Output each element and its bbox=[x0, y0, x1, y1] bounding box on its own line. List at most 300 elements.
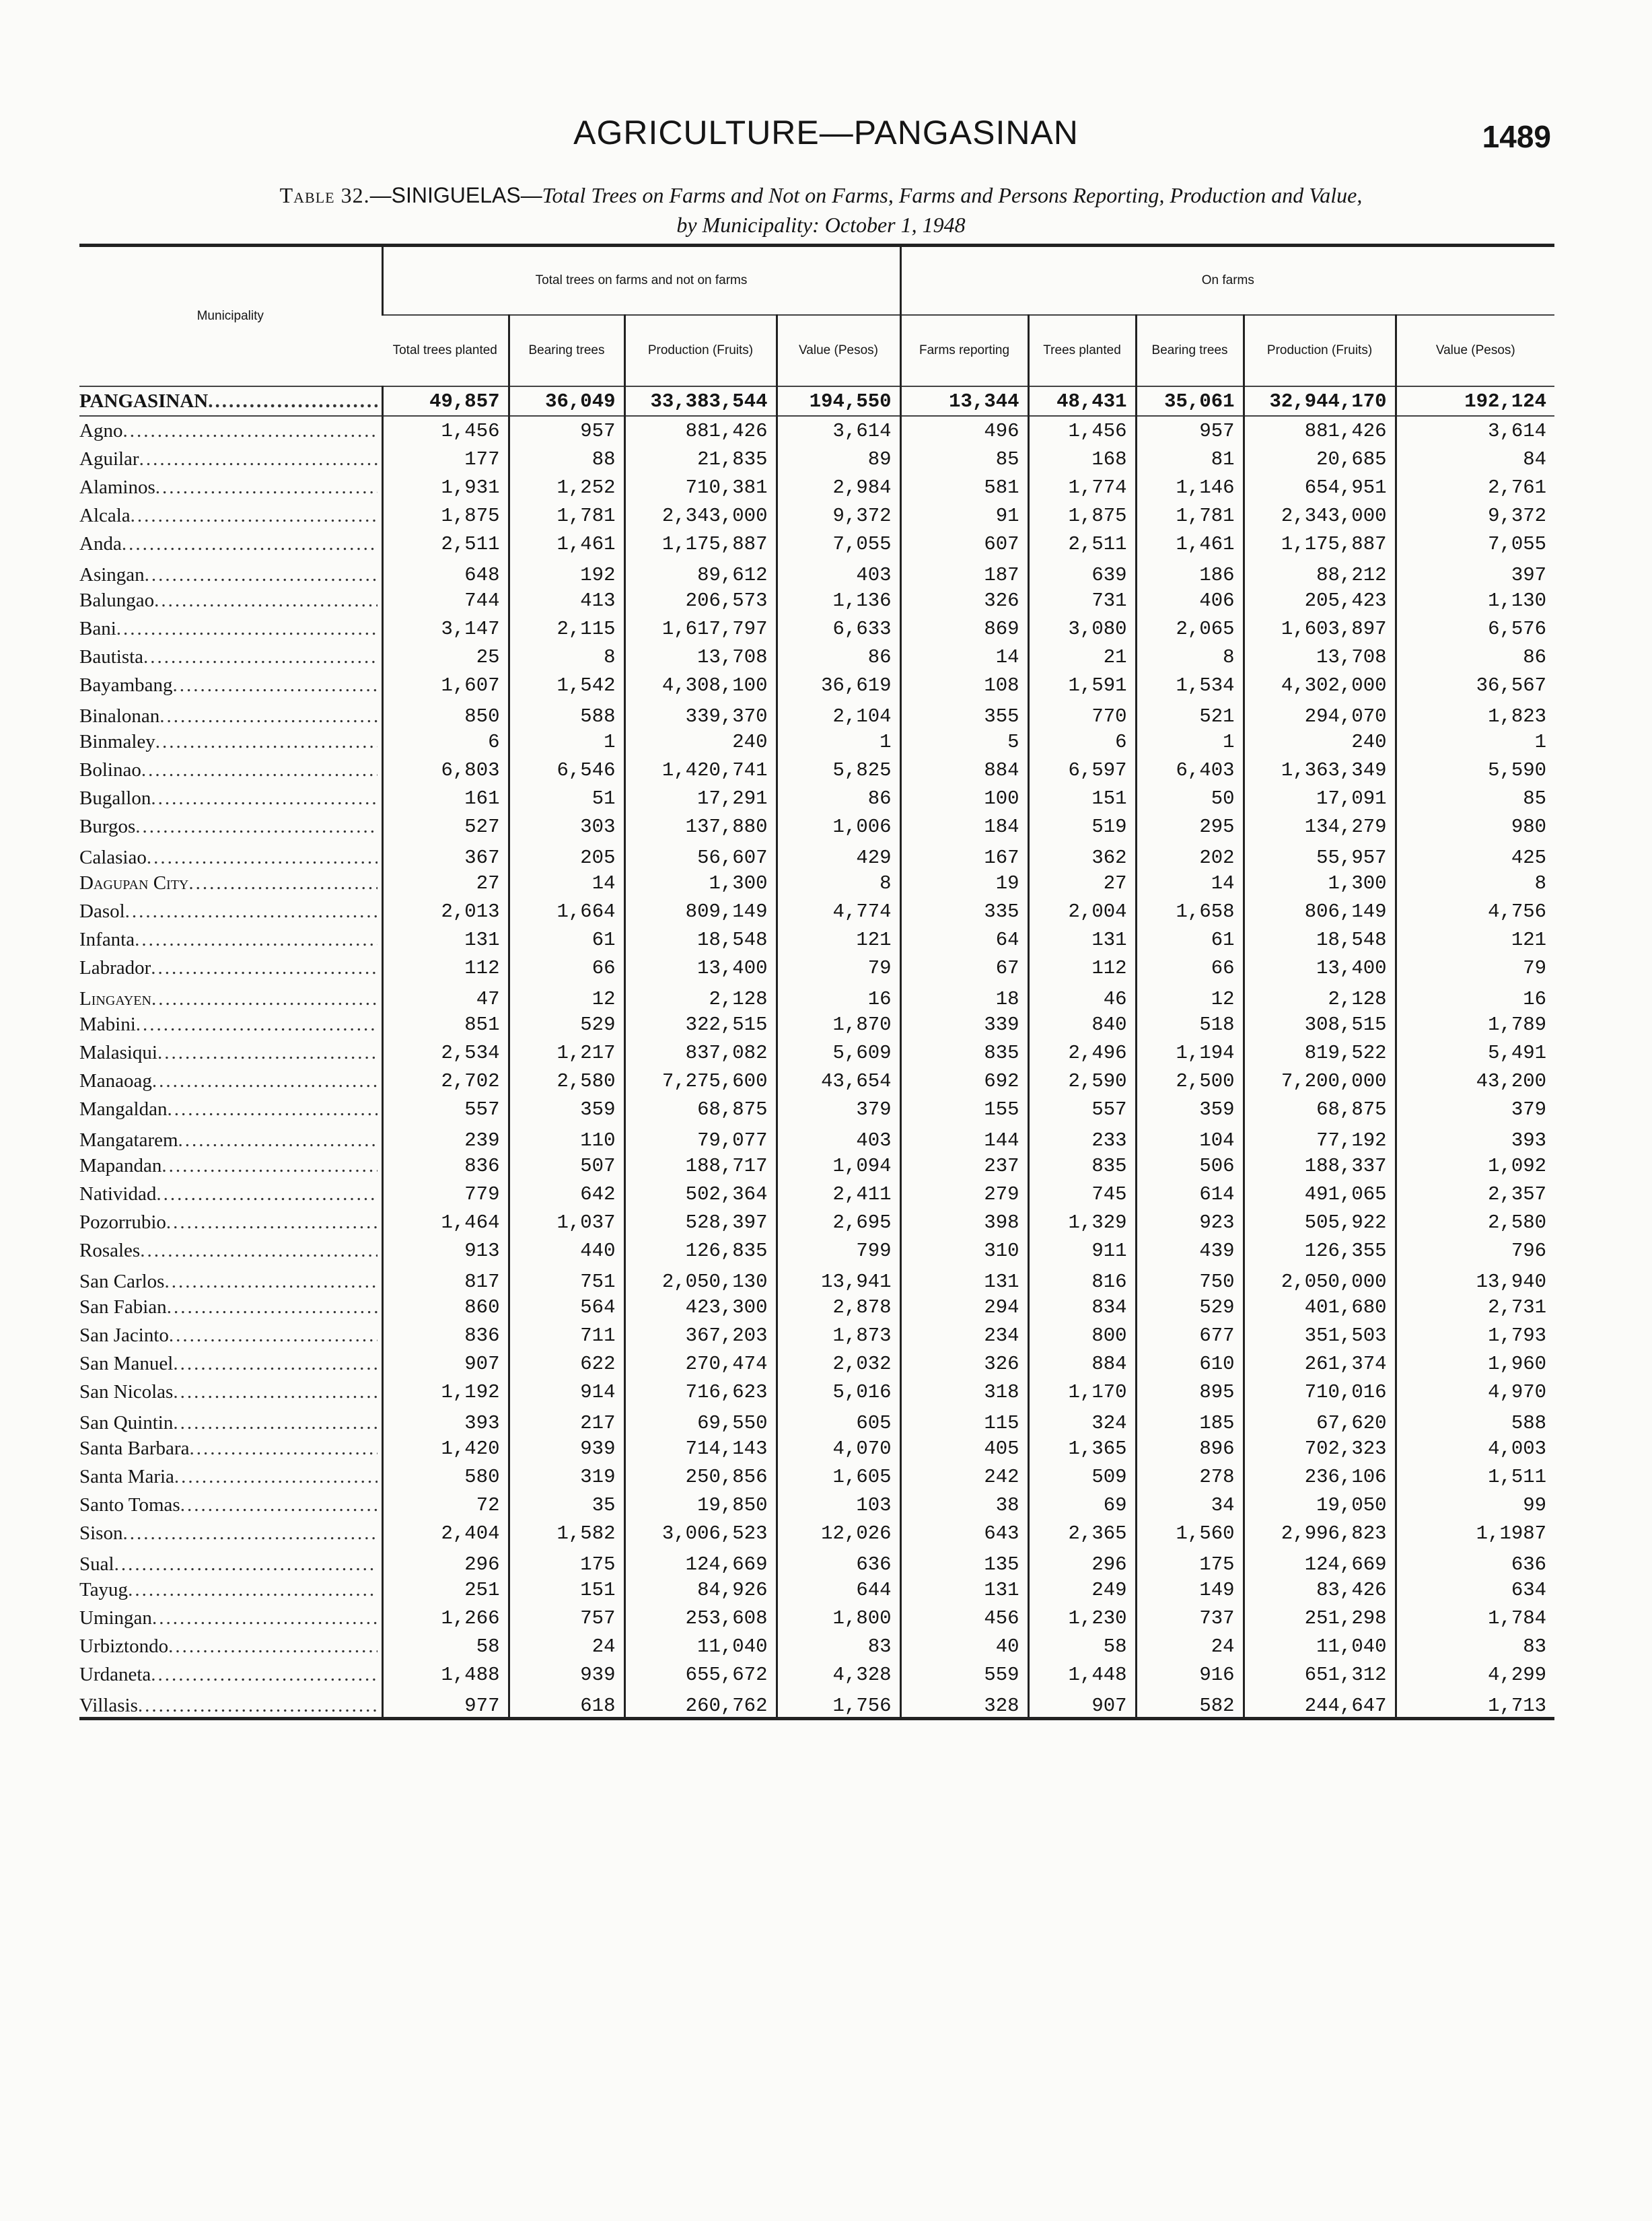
municipality-cell bbox=[79, 1067, 382, 1095]
value-cell: 188,337 bbox=[1244, 1152, 1396, 1180]
value-cell: 1,175,887 bbox=[624, 530, 777, 558]
value-cell: 79 bbox=[777, 954, 900, 982]
value-cell: 614 bbox=[1136, 1180, 1244, 1208]
leader-dots bbox=[164, 1271, 377, 1293]
col-header: Production (Fruits) bbox=[1244, 315, 1396, 386]
value-cell: 2,511 bbox=[1028, 530, 1136, 558]
value-cell: 11,040 bbox=[1244, 1632, 1396, 1660]
value-cell: 1,664 bbox=[509, 897, 624, 925]
value-cell: 405 bbox=[900, 1434, 1028, 1462]
leader-dots bbox=[151, 988, 378, 1010]
municipality-cell bbox=[79, 1689, 382, 1719]
value-cell: 2,343,000 bbox=[1244, 501, 1396, 530]
value-cell: 108 bbox=[900, 671, 1028, 699]
value-cell: 1,266 bbox=[382, 1604, 509, 1632]
value-cell: 121 bbox=[1396, 925, 1554, 954]
value-cell: 907 bbox=[1028, 1689, 1136, 1719]
leader-dots bbox=[155, 477, 378, 499]
municipality-cell bbox=[79, 925, 382, 954]
municipality-name: Malasiqui bbox=[79, 1041, 157, 1063]
municipality-cell bbox=[79, 473, 382, 501]
value-cell: 46 bbox=[1028, 982, 1136, 1010]
value-cell: 251,298 bbox=[1244, 1604, 1396, 1632]
value-cell: 6,546 bbox=[509, 756, 624, 784]
value-cell: 5,590 bbox=[1396, 756, 1554, 784]
caption-line-2: by Municipality: October 1, 1948 bbox=[676, 213, 966, 237]
value-cell: 817 bbox=[382, 1265, 509, 1293]
value-cell: 816 bbox=[1028, 1265, 1136, 1293]
value-cell: 1,488 bbox=[382, 1660, 509, 1689]
value-cell: 1,713 bbox=[1396, 1689, 1554, 1719]
leader-dots bbox=[157, 1042, 378, 1064]
municipality-name: Alcala bbox=[79, 504, 131, 526]
municipality-name: Burgos bbox=[79, 815, 136, 837]
leader-dots bbox=[138, 1695, 378, 1717]
municipality-name: Binmaley bbox=[79, 730, 155, 752]
value-cell: 296 bbox=[1028, 1547, 1136, 1576]
value-cell: 13,708 bbox=[624, 643, 777, 671]
value-cell: 957 bbox=[509, 416, 624, 445]
value-cell: 294,070 bbox=[1244, 699, 1396, 728]
municipality-cell bbox=[79, 501, 382, 530]
value-cell: 907 bbox=[382, 1349, 509, 1378]
value-cell: 151 bbox=[1028, 784, 1136, 812]
leader-dots bbox=[189, 1438, 377, 1460]
value-cell: 745 bbox=[1028, 1180, 1136, 1208]
value-cell: 7,055 bbox=[777, 530, 900, 558]
value-cell: 81 bbox=[1136, 445, 1244, 473]
value-cell: 85 bbox=[1396, 784, 1554, 812]
value-cell: 47 bbox=[382, 982, 509, 1010]
leader-dots bbox=[143, 646, 377, 668]
value-cell: 69 bbox=[1028, 1491, 1136, 1519]
value-cell: 643 bbox=[900, 1519, 1028, 1547]
value-cell: 1,175,887 bbox=[1244, 530, 1396, 558]
value-cell: 239 bbox=[382, 1123, 509, 1152]
value-cell: 939 bbox=[509, 1660, 624, 1689]
municipality-header: Municipality bbox=[79, 246, 382, 387]
value-cell: 67,620 bbox=[1244, 1406, 1396, 1434]
value-cell: 1,230 bbox=[1028, 1604, 1136, 1632]
col-header: Bearing trees bbox=[1136, 315, 1244, 386]
value-cell: 251 bbox=[382, 1576, 509, 1604]
value-cell: 884 bbox=[900, 756, 1028, 784]
municipality-cell bbox=[79, 558, 382, 586]
value-cell: 242 bbox=[900, 1462, 1028, 1491]
value-cell: 278 bbox=[1136, 1462, 1244, 1491]
table-row bbox=[79, 416, 1554, 445]
value-cell: 100 bbox=[900, 784, 1028, 812]
value-cell: 13,344 bbox=[900, 386, 1028, 416]
value-cell: 339 bbox=[900, 1010, 1028, 1038]
value-cell: 2,496 bbox=[1028, 1038, 1136, 1067]
value-cell: 126,835 bbox=[624, 1236, 777, 1265]
col-header: Value (Pesos) bbox=[1396, 315, 1554, 386]
value-cell: 99 bbox=[1396, 1491, 1554, 1519]
municipality-name: Alaminos bbox=[79, 476, 155, 498]
municipality-name: PANGASINAN bbox=[79, 390, 209, 412]
value-cell: 35,061 bbox=[1136, 386, 1244, 416]
value-cell: 48,431 bbox=[1028, 386, 1136, 416]
municipality-cell bbox=[79, 954, 382, 982]
value-cell: 144 bbox=[900, 1123, 1028, 1152]
value-cell: 14 bbox=[900, 643, 1028, 671]
value-cell: 83 bbox=[1396, 1632, 1554, 1660]
value-cell: 131 bbox=[1028, 925, 1136, 954]
value-cell: 379 bbox=[777, 1095, 900, 1123]
value-cell: 58 bbox=[382, 1632, 509, 1660]
col-header: Farms reporting bbox=[900, 315, 1028, 386]
value-cell: 751 bbox=[509, 1265, 624, 1293]
value-cell: 2,013 bbox=[382, 897, 509, 925]
value-cell: 2,128 bbox=[624, 982, 777, 1010]
value-cell: 14 bbox=[509, 869, 624, 897]
value-cell: 33,383,544 bbox=[624, 386, 777, 416]
value-cell: 651,312 bbox=[1244, 1660, 1396, 1689]
value-cell: 167 bbox=[900, 841, 1028, 869]
value-cell: 13,941 bbox=[777, 1265, 900, 1293]
table-row bbox=[79, 1491, 1554, 1519]
leader-dots bbox=[152, 1070, 378, 1092]
value-cell: 126,355 bbox=[1244, 1236, 1396, 1265]
value-cell: 1,560 bbox=[1136, 1519, 1244, 1547]
siniguelas-table bbox=[79, 244, 1554, 1720]
value-cell: 507 bbox=[509, 1152, 624, 1180]
value-cell: 588 bbox=[509, 699, 624, 728]
value-cell: 502,364 bbox=[624, 1180, 777, 1208]
value-cell: 88 bbox=[509, 445, 624, 473]
value-cell: 27 bbox=[382, 869, 509, 897]
municipality-cell bbox=[79, 445, 382, 473]
value-cell: 654,951 bbox=[1244, 473, 1396, 501]
municipality-name: San Jacinto bbox=[79, 1324, 169, 1346]
value-cell: 1,192 bbox=[382, 1378, 509, 1406]
value-cell: 250,856 bbox=[624, 1462, 777, 1491]
value-cell: 580 bbox=[382, 1462, 509, 1491]
value-cell: 38 bbox=[900, 1491, 1028, 1519]
value-cell: 89,612 bbox=[624, 558, 777, 586]
value-cell: 1,092 bbox=[1396, 1152, 1554, 1180]
municipality-cell bbox=[79, 699, 382, 728]
value-cell: 7,200,000 bbox=[1244, 1067, 1396, 1095]
municipality-cell bbox=[79, 1434, 382, 1462]
value-cell: 6,597 bbox=[1028, 756, 1136, 784]
value-cell: 35 bbox=[509, 1491, 624, 1519]
table-row bbox=[79, 1576, 1554, 1604]
value-cell: 20,685 bbox=[1244, 445, 1396, 473]
value-cell: 359 bbox=[509, 1095, 624, 1123]
municipality-name: Natividad bbox=[79, 1183, 157, 1205]
table-row bbox=[79, 1378, 1554, 1406]
value-cell: 27 bbox=[1028, 869, 1136, 897]
value-cell: 56,607 bbox=[624, 841, 777, 869]
value-cell: 185 bbox=[1136, 1406, 1244, 1434]
municipality-name: Mangaldan bbox=[79, 1098, 168, 1120]
leader-dots bbox=[173, 1353, 377, 1375]
value-cell: 491,065 bbox=[1244, 1180, 1396, 1208]
value-cell: 192,124 bbox=[1396, 386, 1554, 416]
table-row bbox=[79, 954, 1554, 982]
leader-dots bbox=[147, 847, 378, 869]
municipality-name: Bugallon bbox=[79, 787, 151, 809]
value-cell: 518 bbox=[1136, 1010, 1244, 1038]
value-cell: 2,004 bbox=[1028, 897, 1136, 925]
value-cell: 393 bbox=[382, 1406, 509, 1434]
value-cell: 957 bbox=[1136, 416, 1244, 445]
value-cell: 1,658 bbox=[1136, 897, 1244, 925]
value-cell: 6,633 bbox=[777, 614, 900, 643]
value-cell: 588 bbox=[1396, 1406, 1554, 1434]
leader-dots bbox=[135, 929, 377, 951]
value-cell: 339,370 bbox=[624, 699, 777, 728]
leader-dots bbox=[180, 1494, 378, 1516]
value-cell: 834 bbox=[1028, 1293, 1136, 1321]
value-cell: 177 bbox=[382, 445, 509, 473]
value-cell: 86 bbox=[777, 643, 900, 671]
table-row bbox=[79, 1293, 1554, 1321]
value-cell: 800 bbox=[1028, 1321, 1136, 1349]
value-cell: 5,825 bbox=[777, 756, 900, 784]
value-cell: 1,461 bbox=[1136, 530, 1244, 558]
leader-dots bbox=[156, 1183, 377, 1205]
table-row bbox=[79, 1152, 1554, 1180]
value-cell: 16 bbox=[1396, 982, 1554, 1010]
value-cell: 557 bbox=[1028, 1095, 1136, 1123]
municipality-name: Agno bbox=[79, 419, 123, 442]
leader-dots bbox=[152, 1607, 378, 1629]
value-cell: 1,789 bbox=[1396, 1010, 1554, 1038]
value-cell: 149 bbox=[1136, 1576, 1244, 1604]
value-cell: 1,542 bbox=[509, 671, 624, 699]
value-cell: 69,550 bbox=[624, 1406, 777, 1434]
leader-dots bbox=[122, 1522, 377, 1545]
value-cell: 644 bbox=[777, 1576, 900, 1604]
value-cell: 911 bbox=[1028, 1236, 1136, 1265]
table-row bbox=[79, 1604, 1554, 1632]
value-cell: 84,926 bbox=[624, 1576, 777, 1604]
value-cell: 3,006,523 bbox=[624, 1519, 777, 1547]
municipality-name: Umingan bbox=[79, 1607, 152, 1629]
municipality-cell bbox=[79, 1152, 382, 1180]
value-cell: 636 bbox=[777, 1547, 900, 1576]
value-cell: 131 bbox=[382, 925, 509, 954]
value-cell: 2,511 bbox=[382, 530, 509, 558]
col-header: Value (Pesos) bbox=[777, 315, 900, 386]
value-cell: 1,605 bbox=[777, 1462, 900, 1491]
municipality-name: Urbiztondo bbox=[79, 1635, 169, 1657]
municipality-cell bbox=[79, 784, 382, 812]
table-row bbox=[79, 1236, 1554, 1265]
municipality-cell bbox=[79, 1123, 382, 1152]
value-cell: 295 bbox=[1136, 812, 1244, 841]
value-cell: 326 bbox=[900, 1349, 1028, 1378]
table-row bbox=[79, 671, 1554, 699]
value-cell: 799 bbox=[777, 1236, 900, 1265]
value-cell: 1,300 bbox=[624, 869, 777, 897]
value-cell: 67 bbox=[900, 954, 1028, 982]
value-cell: 303 bbox=[509, 812, 624, 841]
value-cell: 527 bbox=[382, 812, 509, 841]
leader-dots bbox=[168, 1635, 377, 1658]
municipality-name: Santo Tomas bbox=[79, 1493, 180, 1516]
value-cell: 2,878 bbox=[777, 1293, 900, 1321]
value-cell: 2,731 bbox=[1396, 1293, 1554, 1321]
value-cell: 279 bbox=[900, 1180, 1028, 1208]
table-row bbox=[79, 473, 1554, 501]
value-cell: 425 bbox=[1396, 841, 1554, 869]
value-cell: 1,461 bbox=[509, 530, 624, 558]
municipality-name: Anda bbox=[79, 532, 122, 555]
municipality-cell bbox=[79, 386, 382, 416]
municipality-cell bbox=[79, 1491, 382, 1519]
municipality-cell bbox=[79, 1349, 382, 1378]
table-row bbox=[79, 812, 1554, 841]
value-cell: 496 bbox=[900, 416, 1028, 445]
value-cell: 2,050,000 bbox=[1244, 1265, 1396, 1293]
value-cell: 1,194 bbox=[1136, 1038, 1244, 1067]
table-row bbox=[79, 586, 1554, 614]
leader-dots bbox=[151, 1664, 377, 1686]
value-cell: 1,146 bbox=[1136, 473, 1244, 501]
municipality-cell bbox=[79, 416, 382, 445]
leader-dots bbox=[125, 901, 378, 923]
value-cell: 521 bbox=[1136, 699, 1244, 728]
table-row bbox=[79, 897, 1554, 925]
value-cell: 168 bbox=[1028, 445, 1136, 473]
value-cell: 68,875 bbox=[624, 1095, 777, 1123]
value-cell: 413 bbox=[509, 586, 624, 614]
municipality-cell bbox=[79, 1519, 382, 1547]
value-cell: 1,365 bbox=[1028, 1434, 1136, 1462]
value-cell: 270,474 bbox=[624, 1349, 777, 1378]
value-cell: 131 bbox=[900, 1265, 1028, 1293]
value-cell: 1,252 bbox=[509, 473, 624, 501]
value-cell: 5,491 bbox=[1396, 1038, 1554, 1067]
municipality-cell bbox=[79, 1660, 382, 1689]
value-cell: 135 bbox=[900, 1547, 1028, 1576]
value-cell: 2,590 bbox=[1028, 1067, 1136, 1095]
value-cell: 5,016 bbox=[777, 1378, 900, 1406]
value-cell: 1 bbox=[1396, 728, 1554, 756]
municipality-name: Mabini bbox=[79, 1013, 136, 1035]
municipality-cell bbox=[79, 1293, 382, 1321]
value-cell: 881,426 bbox=[1244, 416, 1396, 445]
municipality-name: San Manuel bbox=[79, 1352, 174, 1374]
municipality-name: Bolinao bbox=[79, 759, 141, 781]
municipality-name: Infanta bbox=[79, 928, 135, 950]
leader-dots bbox=[159, 705, 377, 728]
leader-dots bbox=[141, 759, 378, 781]
value-cell: 714,143 bbox=[624, 1434, 777, 1462]
value-cell: 43,654 bbox=[777, 1067, 900, 1095]
value-cell: 234 bbox=[900, 1321, 1028, 1349]
value-cell: 634 bbox=[1396, 1576, 1554, 1604]
value-cell: 14 bbox=[1136, 869, 1244, 897]
table-row bbox=[79, 1660, 1554, 1689]
value-cell: 835 bbox=[1028, 1152, 1136, 1180]
municipality-cell bbox=[79, 869, 382, 897]
value-cell: 6 bbox=[1028, 728, 1136, 756]
value-cell: 110 bbox=[509, 1123, 624, 1152]
value-cell: 2,534 bbox=[382, 1038, 509, 1067]
table-row bbox=[79, 1406, 1554, 1434]
value-cell: 175 bbox=[1136, 1547, 1244, 1576]
table-row bbox=[79, 784, 1554, 812]
value-cell: 3,080 bbox=[1028, 614, 1136, 643]
value-cell: 194,550 bbox=[777, 386, 900, 416]
value-cell: 367 bbox=[382, 841, 509, 869]
value-cell: 1,534 bbox=[1136, 671, 1244, 699]
value-cell: 318 bbox=[900, 1378, 1028, 1406]
table-body bbox=[79, 386, 1554, 1719]
value-cell: 1,1987 bbox=[1396, 1519, 1554, 1547]
value-cell: 1,756 bbox=[777, 1689, 900, 1719]
municipality-name: Dagupan City bbox=[79, 872, 189, 894]
value-cell: 914 bbox=[509, 1378, 624, 1406]
value-cell: 202 bbox=[1136, 841, 1244, 869]
municipality-name: San Fabian bbox=[79, 1296, 167, 1318]
value-cell: 884 bbox=[1028, 1349, 1136, 1378]
value-cell: 115 bbox=[900, 1406, 1028, 1434]
leader-dots bbox=[166, 1211, 378, 1234]
table-label: Table 32. bbox=[279, 183, 370, 207]
leader-dots bbox=[155, 731, 378, 753]
value-cell: 429 bbox=[777, 841, 900, 869]
value-cell: 17,091 bbox=[1244, 784, 1396, 812]
value-cell: 1,870 bbox=[777, 1010, 900, 1038]
value-cell: 55,957 bbox=[1244, 841, 1396, 869]
col-header: Trees planted bbox=[1028, 315, 1136, 386]
value-cell: 155 bbox=[900, 1095, 1028, 1123]
leader-dots bbox=[122, 420, 377, 442]
value-cell: 16 bbox=[777, 982, 900, 1010]
value-cell: 24 bbox=[1136, 1632, 1244, 1660]
leader-dots bbox=[122, 533, 378, 555]
value-cell: 2,761 bbox=[1396, 473, 1554, 501]
value-cell: 605 bbox=[777, 1406, 900, 1434]
table-row bbox=[79, 1632, 1554, 1660]
value-cell: 253,608 bbox=[624, 1604, 777, 1632]
value-cell: 4,003 bbox=[1396, 1434, 1554, 1462]
value-cell: 2,065 bbox=[1136, 614, 1244, 643]
col-header: Total trees planted bbox=[382, 315, 509, 386]
value-cell: 9,372 bbox=[777, 501, 900, 530]
municipality-name: Asingan bbox=[79, 564, 145, 586]
value-cell: 91 bbox=[900, 501, 1028, 530]
value-cell: 1,456 bbox=[1028, 416, 1136, 445]
table-row bbox=[79, 614, 1554, 643]
table-row bbox=[79, 1434, 1554, 1462]
value-cell: 36,049 bbox=[509, 386, 624, 416]
table-row bbox=[79, 530, 1554, 558]
value-cell: 506 bbox=[1136, 1152, 1244, 1180]
municipality-name: Santa Maria bbox=[79, 1465, 174, 1487]
value-cell: 61 bbox=[509, 925, 624, 954]
value-cell: 175 bbox=[509, 1547, 624, 1576]
value-cell: 84 bbox=[1396, 445, 1554, 473]
caption-line-1: Total Trees on Farms and Not on Farms, Farms and Persons Reporting, Production and Value, bbox=[542, 183, 1363, 207]
leader-dots bbox=[174, 1466, 378, 1488]
value-cell: 362 bbox=[1028, 841, 1136, 869]
municipality-name: Aguilar bbox=[79, 448, 139, 470]
value-cell: 249 bbox=[1028, 1576, 1136, 1604]
municipality-cell bbox=[79, 614, 382, 643]
municipality-cell bbox=[79, 812, 382, 841]
value-cell: 72 bbox=[382, 1491, 509, 1519]
value-cell: 2,104 bbox=[777, 699, 900, 728]
value-cell: 379 bbox=[1396, 1095, 1554, 1123]
value-cell: 1,800 bbox=[777, 1604, 900, 1632]
